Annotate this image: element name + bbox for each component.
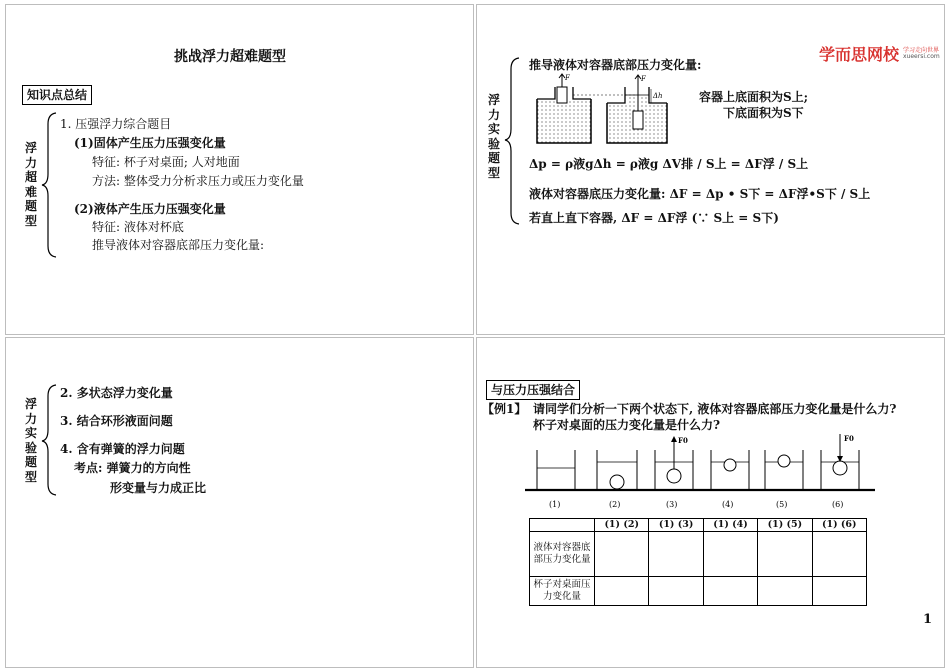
section-label: 知识点总结 [22, 85, 92, 105]
table-header-cell: (1) (4) [703, 519, 757, 532]
table-cell [649, 577, 703, 606]
cup-label-6: (6) [832, 500, 844, 509]
slide-panel-3 [5, 337, 474, 668]
question-line-2: 杯子对桌面的压力变化量是什么力? [533, 418, 721, 432]
table-row-label: 杯子对桌面压力变化量 [530, 577, 595, 606]
force-label-right: F [641, 75, 646, 83]
xueersi-logo: 学而思网校 [819, 45, 900, 64]
formula-delta-f: 液体对容器底压力变化量: ΔF = Δp • S下 = ΔF浮•S下 / S上 [529, 187, 871, 201]
outline-item-1-1: (1)固体产生压力压强变化量 [74, 136, 226, 150]
left-brace [503, 57, 523, 225]
question-line-1: 请同学们分析一下两个状态下, 液体对容器底部压力变化量是什么力? [533, 402, 897, 416]
table-row [530, 577, 867, 606]
formula-straight-container: 若直上直下容器, ΔF = ΔF浮 (∵ S上 = S下) [529, 211, 779, 225]
table-row-label: 液体对容器底部压力变化量 [530, 532, 595, 577]
outline-item-1-2-feature: 特征: 液体对杯底 [92, 220, 184, 234]
bottom-area-note: 下底面积为S下 [723, 106, 804, 120]
derive-heading: 推导液体对容器底部压力变化量: [529, 58, 702, 72]
table-cell [812, 532, 866, 577]
table-cell [703, 577, 757, 606]
table-cell [703, 532, 757, 577]
cup-label-4: (4) [722, 500, 734, 509]
top-area-note: 容器上底面积为S上; [699, 90, 809, 104]
table-header-cell: (1) (2) [595, 519, 649, 532]
formula-delta-p: Δp = ρ液gΔh = ρ液g ΔV排 / S上 = ΔF浮 / S上 [529, 157, 809, 171]
cup-label-1: (1) [549, 500, 561, 509]
container-right [607, 75, 667, 143]
outline-item-1-1-feature: 特征: 杯子对桌面; 人对地面 [92, 155, 240, 169]
table-header-cell: (1) (6) [812, 519, 866, 532]
table-cell [595, 577, 649, 606]
table-cell [595, 532, 649, 577]
page-number: 1 [923, 612, 933, 627]
outline-item-3: 3. 结合环形液面问题 [60, 414, 173, 428]
table-cell [758, 532, 812, 577]
outline-item-1-2-derive: 推导液体对容器底部压力变化量: [92, 238, 265, 252]
slide-panel-4 [476, 337, 945, 668]
table-cell [812, 577, 866, 606]
example-tag: 【例1】 [482, 402, 527, 416]
cup-label-3: (3) [666, 500, 678, 509]
container-diagram [537, 73, 707, 145]
cup-3 [655, 436, 693, 490]
cup-label-5: (5) [776, 500, 788, 509]
outline-item-1-1-method: 方法: 整体受力分析求压力或压力变化量 [92, 174, 304, 188]
cup-2 [597, 450, 637, 490]
side-label: 浮力超难题型 [24, 141, 37, 228]
table-header-cell: (1) (3) [649, 519, 703, 532]
side-label: 浮力实验题型 [487, 93, 500, 180]
f0-label-up: F0 [678, 436, 688, 445]
table-cell [649, 532, 703, 577]
cup-4 [711, 450, 749, 490]
left-brace [40, 112, 60, 258]
cup-5 [765, 450, 803, 490]
cup-1 [537, 450, 575, 490]
table-cell [758, 577, 812, 606]
outline-item-4: 4. 含有弹簧的浮力问题 [60, 442, 185, 456]
slide-title: 挑战浮力超难题型 [174, 49, 286, 65]
table-header-cell [530, 519, 595, 532]
section-label: 与压力压强结合 [486, 380, 580, 400]
slide-panel-2 [476, 4, 945, 335]
cup-label-2: (2) [609, 500, 621, 509]
outline-item-1-2: (2)液体产生压力压强变化量 [74, 202, 226, 216]
cup-6 [821, 434, 859, 490]
f0-label-down: F0 [844, 434, 854, 443]
table-row [530, 532, 867, 577]
left-brace [40, 384, 60, 496]
outline-item-4-point: 考点: 弹簧力的方向性 [74, 461, 191, 475]
slide-panel-1 [5, 4, 474, 335]
container-left [537, 74, 591, 143]
comparison-table [529, 518, 867, 606]
logo-url: xueersi.com [903, 53, 940, 60]
delta-h-label: Δh [653, 92, 663, 100]
force-label-left: F [565, 74, 570, 82]
side-label: 浮力实验题型 [24, 397, 37, 484]
table-header-row [530, 519, 867, 532]
table-header-cell: (1) (5) [758, 519, 812, 532]
logo-slogan: 学习走向世界 [903, 47, 940, 54]
six-states-figure [525, 434, 875, 524]
outline-item-4-point-2: 形变量与力成正比 [110, 481, 207, 495]
outline-item-2: 2. 多状态浮力变化量 [60, 386, 173, 400]
outline-item-1: 1. 压强浮力综合题目 [60, 117, 172, 131]
